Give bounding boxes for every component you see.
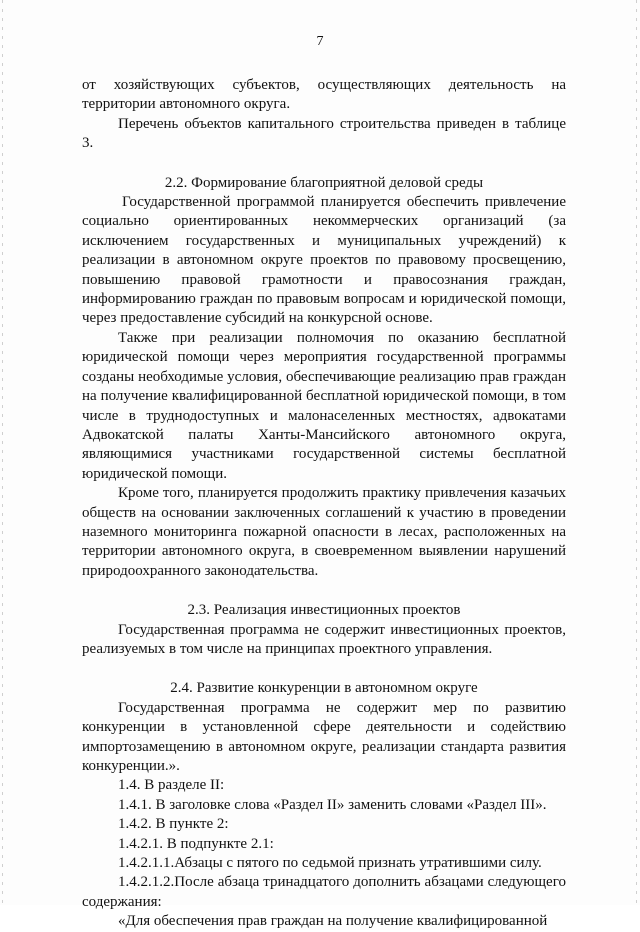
paragraph: Государственной программой планируется обеспечить привлечение социально ориентированных некоммерческих организаций (за исключением государственных и муниципальных учреждений) к реализации в автономном округе проектов по правовому просвещению, повышению правовой грамотности и правосознания граждан, информированию граждан по правовым вопросам и юридической помощи, через предоставление субсидий на конкурсной основе. bbox=[82, 194, 566, 327]
paragraph: «Для обеспечения прав граждан на получение квалифицированной bbox=[118, 913, 548, 930]
paragraph: Перечень объектов капитального строительства приведен в таблице 3. bbox=[82, 115, 566, 152]
paragraph: 1.4. В разделе II: bbox=[118, 777, 225, 794]
paragraph-continuation: от хозяйствующих субъектов, осуществляющих деятельность на территории автономного округа. bbox=[82, 77, 566, 113]
paragraph: Кроме того, планируется продолжить практику привлечения казачьих обществ на основании заключенных соглашений к участию в проведении наземного мониторинга пожарной опасности в лесах, расположенных на территории автономного округа, в своевременном выявлении нарушений природоохранного законодательства. bbox=[82, 485, 566, 579]
paragraph: Также при реализации полномочия по оказанию бесплатной юридической помощи через мероприятия государственной программы созданы необходимые условия, обеспечивающие реализацию прав граждан на получение квалифицированной бесплатной юридической помощи, в том числе в труднодоступных и малонаселенных местностях, адвокатами Адвокатской палаты Ханты-Мансийского автономного округа, являющимися участниками государственной системы бесплатной юридической помощи. bbox=[82, 329, 566, 482]
spacer bbox=[82, 581, 566, 601]
scan-edge-right bbox=[636, 0, 637, 905]
page-number: 7 bbox=[316, 34, 324, 49]
paragraph: 1.4.1. В заголовке слова «Раздел II» заменить словами «Раздел III». bbox=[118, 796, 547, 813]
paragraph: 1.4.2. В пункте 2: bbox=[118, 816, 229, 833]
section-heading: 2.4. Развитие конкуренции в автономном округе bbox=[170, 680, 478, 697]
paragraph: Государственная программа не содержит мер по развитию конкуренции в установленной сфере деятельности и содействию импортозамещению в автономном округе, реализации стандарта развития конкуренции.». bbox=[82, 699, 566, 774]
paragraph: 1.4.2.1.1.Абзацы с пятого по седьмой признать утратившими силу. bbox=[118, 855, 542, 872]
paragraph: 1.4.2.1.2.После абзаца тринадцатого дополнить абзацами следующего содержания: bbox=[82, 874, 566, 910]
scan-edge-left bbox=[2, 0, 3, 905]
paragraph: 1.4.2.1. В подпункте 2.1: bbox=[118, 835, 274, 852]
spacer bbox=[82, 659, 566, 679]
spacer bbox=[82, 154, 566, 174]
section-heading: 2.2. Формирование благоприятной деловой среды bbox=[164, 174, 484, 191]
document-body bbox=[82, 76, 566, 932]
section-heading: 2.3. Реализация инвестиционных проектов bbox=[187, 602, 461, 619]
paragraph: Государственная программа не содержит инвестиционных проектов, реализуемых в том числе на принципах проектного управления. bbox=[82, 621, 566, 657]
